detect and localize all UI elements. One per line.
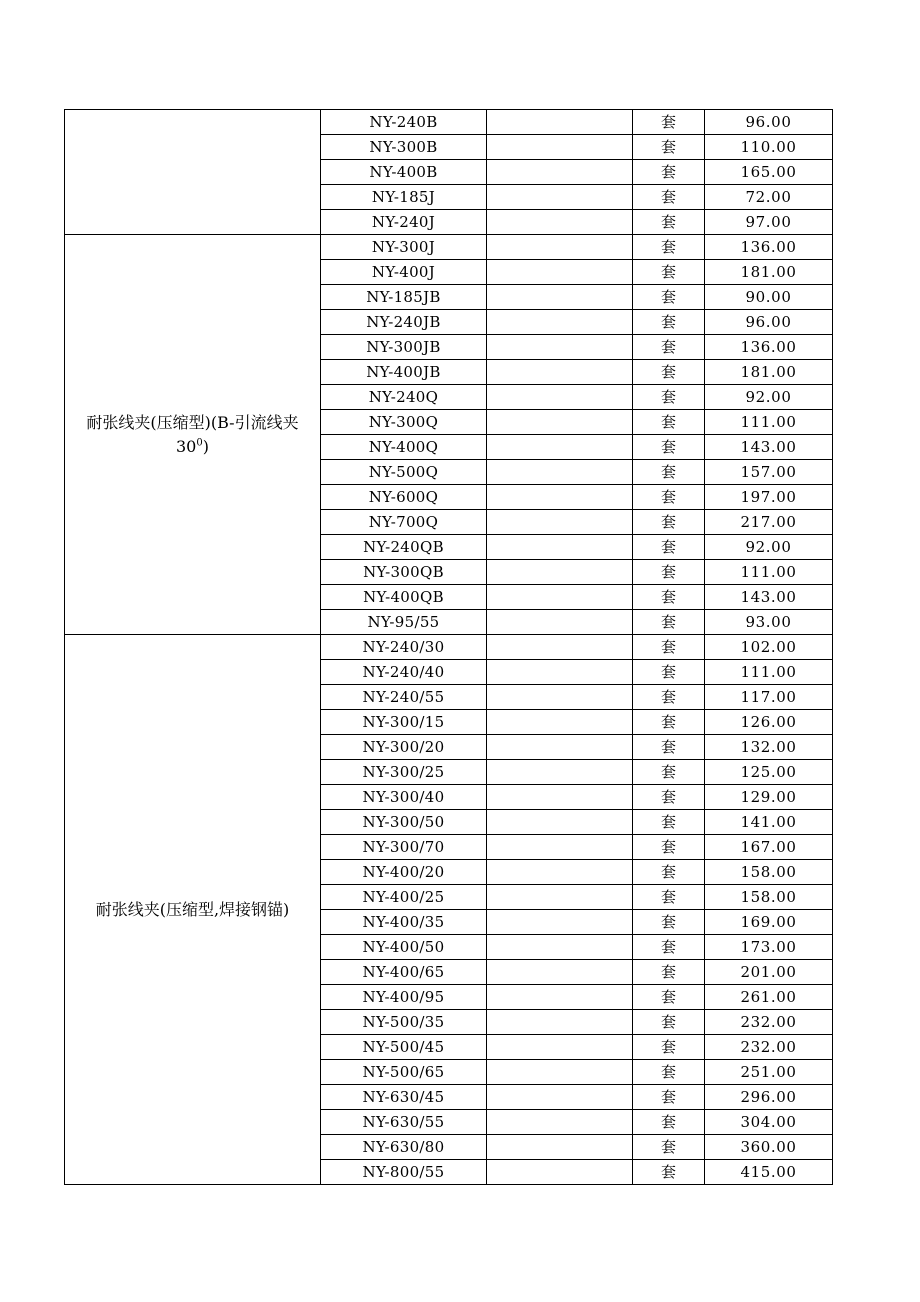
spec-cell [487, 510, 633, 535]
group-name: 耐张线夹(压缩型,焊接钢锚) [95, 899, 290, 919]
unit-cell: 套 [633, 510, 705, 535]
unit-cell: 套 [633, 935, 705, 960]
spec-cell [487, 210, 633, 235]
unit-cell: 套 [633, 410, 705, 435]
model-cell: NY-500/65 [321, 1060, 487, 1085]
spec-cell [487, 235, 633, 260]
spec-cell [487, 1110, 633, 1135]
unit-cell: 套 [633, 835, 705, 860]
unit-cell: 套 [633, 360, 705, 385]
model-cell: NY-700Q [321, 510, 487, 535]
price-cell: 110.00 [705, 135, 833, 160]
model-cell: NY-300/40 [321, 785, 487, 810]
model-cell: NY-300/50 [321, 810, 487, 835]
unit-cell: 套 [633, 1035, 705, 1060]
price-table-body [65, 110, 833, 1185]
price-cell: 217.00 [705, 510, 833, 535]
price-cell: 296.00 [705, 1085, 833, 1110]
unit-cell: 套 [633, 1060, 705, 1085]
unit-cell: 套 [633, 610, 705, 635]
table-row [65, 110, 833, 135]
spec-cell [487, 360, 633, 385]
price-cell: 132.00 [705, 735, 833, 760]
model-cell: NY-300B [321, 135, 487, 160]
spec-cell [487, 410, 633, 435]
unit-cell: 套 [633, 1160, 705, 1185]
group-name-tail: ) [202, 436, 209, 456]
unit-cell: 套 [633, 160, 705, 185]
unit-cell: 套 [633, 135, 705, 160]
price-cell: 232.00 [705, 1035, 833, 1060]
model-cell: NY-800/55 [321, 1160, 487, 1185]
spec-cell [487, 1010, 633, 1035]
unit-cell: 套 [633, 660, 705, 685]
spec-cell [487, 160, 633, 185]
model-cell: NY-600Q [321, 485, 487, 510]
model-cell: NY-240/55 [321, 685, 487, 710]
spec-cell [487, 110, 633, 135]
price-cell: 141.00 [705, 810, 833, 835]
price-cell: 125.00 [705, 760, 833, 785]
model-cell: NY-400Q [321, 435, 487, 460]
price-cell: 143.00 [705, 435, 833, 460]
unit-cell: 套 [633, 860, 705, 885]
price-cell: 251.00 [705, 1060, 833, 1085]
unit-cell: 套 [633, 185, 705, 210]
unit-cell: 套 [633, 735, 705, 760]
unit-cell: 套 [633, 985, 705, 1010]
model-cell: NY-630/45 [321, 1085, 487, 1110]
model-cell: NY-400JB [321, 360, 487, 385]
spec-cell [487, 910, 633, 935]
price-cell: 126.00 [705, 710, 833, 735]
price-cell: 169.00 [705, 910, 833, 935]
price-cell: 72.00 [705, 185, 833, 210]
spec-cell [487, 860, 633, 885]
model-cell: NY-240QB [321, 535, 487, 560]
unit-cell: 套 [633, 235, 705, 260]
model-cell: NY-95/55 [321, 610, 487, 635]
price-cell: 92.00 [705, 385, 833, 410]
price-cell: 261.00 [705, 985, 833, 1010]
unit-cell: 套 [633, 585, 705, 610]
spec-cell [487, 1085, 633, 1110]
price-cell: 92.00 [705, 535, 833, 560]
unit-cell: 套 [633, 810, 705, 835]
unit-cell: 套 [633, 435, 705, 460]
price-cell: 129.00 [705, 785, 833, 810]
spec-cell [487, 835, 633, 860]
model-cell: NY-300/70 [321, 835, 487, 860]
price-cell: 415.00 [705, 1160, 833, 1185]
price-cell: 96.00 [705, 110, 833, 135]
spec-cell [487, 685, 633, 710]
spec-cell [487, 935, 633, 960]
spec-cell [487, 260, 633, 285]
unit-cell: 套 [633, 1085, 705, 1110]
unit-cell: 套 [633, 310, 705, 335]
model-cell: NY-400QB [321, 585, 487, 610]
spec-cell [487, 310, 633, 335]
group-name-cell [65, 635, 321, 1185]
unit-cell: 套 [633, 485, 705, 510]
unit-cell: 套 [633, 785, 705, 810]
unit-cell: 套 [633, 385, 705, 410]
unit-cell: 套 [633, 560, 705, 585]
table-row [65, 235, 833, 260]
unit-cell: 套 [633, 210, 705, 235]
spec-cell [487, 185, 633, 210]
price-cell: 167.00 [705, 835, 833, 860]
price-table [64, 109, 833, 1185]
price-cell: 181.00 [705, 360, 833, 385]
unit-cell: 套 [633, 710, 705, 735]
spec-cell [487, 635, 633, 660]
spec-cell [487, 610, 633, 635]
price-cell: 197.00 [705, 485, 833, 510]
price-cell: 165.00 [705, 160, 833, 185]
spec-cell [487, 535, 633, 560]
unit-cell: 套 [633, 685, 705, 710]
model-cell: NY-300Q [321, 410, 487, 435]
model-cell: NY-630/55 [321, 1110, 487, 1135]
unit-cell: 套 [633, 960, 705, 985]
unit-cell: 套 [633, 260, 705, 285]
model-cell: NY-300/20 [321, 735, 487, 760]
spec-cell [487, 335, 633, 360]
price-cell: 111.00 [705, 410, 833, 435]
unit-cell: 套 [633, 910, 705, 935]
model-cell: NY-400/50 [321, 935, 487, 960]
model-cell: NY-300J [321, 235, 487, 260]
spec-cell [487, 785, 633, 810]
unit-cell: 套 [633, 1135, 705, 1160]
price-cell: 97.00 [705, 210, 833, 235]
model-cell: NY-400B [321, 160, 487, 185]
price-cell: 201.00 [705, 960, 833, 985]
model-cell: NY-300QB [321, 560, 487, 585]
model-cell: NY-240JB [321, 310, 487, 335]
price-cell: 136.00 [705, 235, 833, 260]
model-cell: NY-240/30 [321, 635, 487, 660]
spec-cell [487, 885, 633, 910]
model-cell: NY-400/95 [321, 985, 487, 1010]
model-cell: NY-300/15 [321, 710, 487, 735]
price-cell: 96.00 [705, 310, 833, 335]
spec-cell [487, 960, 633, 985]
model-cell: NY-400J [321, 260, 487, 285]
model-cell: NY-240J [321, 210, 487, 235]
model-cell: NY-630/80 [321, 1135, 487, 1160]
spec-cell [487, 810, 633, 835]
unit-cell: 套 [633, 285, 705, 310]
spec-cell [487, 485, 633, 510]
unit-cell: 套 [633, 885, 705, 910]
model-cell: NY-185JB [321, 285, 487, 310]
model-cell: NY-500Q [321, 460, 487, 485]
price-cell: 111.00 [705, 660, 833, 685]
spec-cell [487, 1060, 633, 1085]
price-cell: 173.00 [705, 935, 833, 960]
group-name-cell [65, 235, 321, 635]
model-cell: NY-240B [321, 110, 487, 135]
spec-cell [487, 1135, 633, 1160]
unit-cell: 套 [633, 635, 705, 660]
price-cell: 111.00 [705, 560, 833, 585]
unit-cell: 套 [633, 1110, 705, 1135]
model-cell: NY-500/35 [321, 1010, 487, 1035]
price-cell: 181.00 [705, 260, 833, 285]
spec-cell [487, 660, 633, 685]
spec-cell [487, 435, 633, 460]
price-cell: 90.00 [705, 285, 833, 310]
model-cell: NY-300JB [321, 335, 487, 360]
price-cell: 136.00 [705, 335, 833, 360]
price-cell: 232.00 [705, 1010, 833, 1035]
spec-cell [487, 460, 633, 485]
spec-cell [487, 285, 633, 310]
spec-cell [487, 985, 633, 1010]
price-cell: 157.00 [705, 460, 833, 485]
table-row [65, 635, 833, 660]
model-cell: NY-400/65 [321, 960, 487, 985]
group-name: 耐张线夹(压缩型)(B-引流线夹 30 [86, 412, 299, 456]
model-cell: NY-185J [321, 185, 487, 210]
unit-cell: 套 [633, 760, 705, 785]
spec-cell [487, 735, 633, 760]
price-cell: 93.00 [705, 610, 833, 635]
unit-cell: 套 [633, 335, 705, 360]
spec-cell [487, 1160, 633, 1185]
model-cell: NY-400/20 [321, 860, 487, 885]
price-cell: 158.00 [705, 885, 833, 910]
price-cell: 143.00 [705, 585, 833, 610]
price-cell: 102.00 [705, 635, 833, 660]
group-name-cell [65, 110, 321, 235]
spec-cell [487, 1035, 633, 1060]
spec-cell [487, 760, 633, 785]
spec-cell [487, 585, 633, 610]
price-cell: 304.00 [705, 1110, 833, 1135]
price-cell: 360.00 [705, 1135, 833, 1160]
model-cell: NY-240/40 [321, 660, 487, 685]
unit-cell: 套 [633, 535, 705, 560]
spec-cell [487, 135, 633, 160]
model-cell: NY-400/35 [321, 910, 487, 935]
unit-cell: 套 [633, 110, 705, 135]
model-cell: NY-500/45 [321, 1035, 487, 1060]
group-name-superscript: 0 [196, 437, 203, 449]
unit-cell: 套 [633, 1010, 705, 1035]
spec-cell [487, 560, 633, 585]
spec-cell [487, 385, 633, 410]
model-cell: NY-240Q [321, 385, 487, 410]
price-cell: 117.00 [705, 685, 833, 710]
spec-cell [487, 710, 633, 735]
unit-cell: 套 [633, 460, 705, 485]
model-cell: NY-300/25 [321, 760, 487, 785]
price-cell: 158.00 [705, 860, 833, 885]
model-cell: NY-400/25 [321, 885, 487, 910]
